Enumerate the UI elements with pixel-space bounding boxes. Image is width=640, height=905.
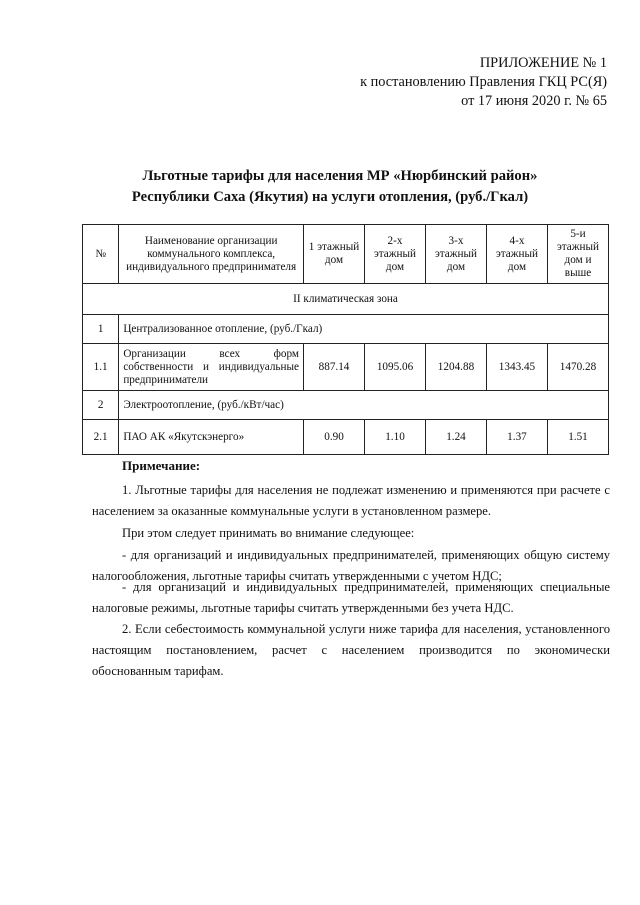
table-header-row: [83, 225, 609, 284]
climate-zone-label: II климатическая зона: [83, 284, 609, 315]
section-label: Электроотопление, (руб./кВт/час): [119, 391, 609, 420]
note-paragraph-1: 1. Льготные тарифы для населения не подлежат изменению и применяются при расчете с населением за оказанные коммунальные услуги в установленном размере.: [92, 483, 610, 519]
tariff-value: 1204.88: [425, 344, 486, 391]
appendix-reference: к постановлению Правления ГКЦ РС(Я): [360, 74, 607, 90]
tariff-value: 1470.28: [547, 344, 608, 391]
tariff-value: 1.37: [486, 420, 547, 455]
document-title-line-1: Льготные тарифы для населения МР «Нюрбинский район»: [142, 168, 538, 184]
note-paragraph-3: - для организаций и индивидуальных предпринимателей, применяющих общую систему налогообложения, льготные тарифы считать утвержденными с учетом НДС;: [92, 548, 610, 584]
row-organization: ПАО АК «Якутскэнерго»: [119, 420, 304, 455]
header-organization: Наименование организации коммунального комплекса, индивидуального предпринимателя: [119, 225, 304, 284]
appendix-date: от 17 июня 2020 г. № 65: [461, 93, 607, 109]
tariff-value: 0.90: [304, 420, 365, 455]
row-number: 2.1: [83, 420, 119, 455]
row-number: 1.1: [83, 344, 119, 391]
section-label: Централизованное отопление, (руб./Гкал): [119, 315, 609, 344]
section-row: [83, 391, 609, 420]
section-number: 2: [83, 391, 119, 420]
climate-zone-row: [83, 284, 609, 315]
document-title-line-2: Республики Саха (Якутия) на услуги отопления, (руб./Гкал): [131, 189, 529, 205]
note-paragraph-2: При этом следует принимать во внимание следующее:: [122, 526, 415, 540]
section-row: [83, 315, 609, 344]
header-1-floor: 1 этажный дом: [304, 225, 365, 284]
table-row: [83, 420, 609, 455]
appendix-number: ПРИЛОЖЕНИЕ № 1: [479, 55, 607, 71]
tariff-value: 1.10: [365, 420, 426, 455]
header-number: №: [83, 225, 119, 284]
table-row: [83, 344, 609, 391]
tariff-value: 1.24: [425, 420, 486, 455]
header-2-floor: 2-х этажный дом: [365, 225, 426, 284]
note-paragraph-5: 2. Если себестоимость коммунальной услуги ниже тарифа для населения, установленного настоящим постановлением, расчет с населением производится по экономически обоснованным тарифам.: [92, 622, 610, 679]
header-4-floor: 4-х этажный дом: [486, 225, 547, 284]
row-organization: Организации всех форм собственности и индивидуальные предприниматели: [119, 344, 304, 391]
tariff-value: 1343.45: [486, 344, 547, 391]
tariff-table: [82, 224, 609, 455]
section-number: 1: [83, 315, 119, 344]
header-3-floor: 3-х этажный дом: [425, 225, 486, 284]
tariff-value: 1.51: [547, 420, 608, 455]
tariff-value: 1095.06: [365, 344, 426, 391]
header-5-floor: 5-и этажный дом и выше: [547, 225, 608, 284]
tariff-value: 887.14: [304, 344, 365, 391]
note-heading: Примечание:: [122, 458, 201, 473]
note-paragraph-4: - для организаций и индивидуальных предпринимателей, применяющих специальные налоговые режимы, льготные тарифы считать утвержденными без учета НДС.: [92, 580, 610, 616]
